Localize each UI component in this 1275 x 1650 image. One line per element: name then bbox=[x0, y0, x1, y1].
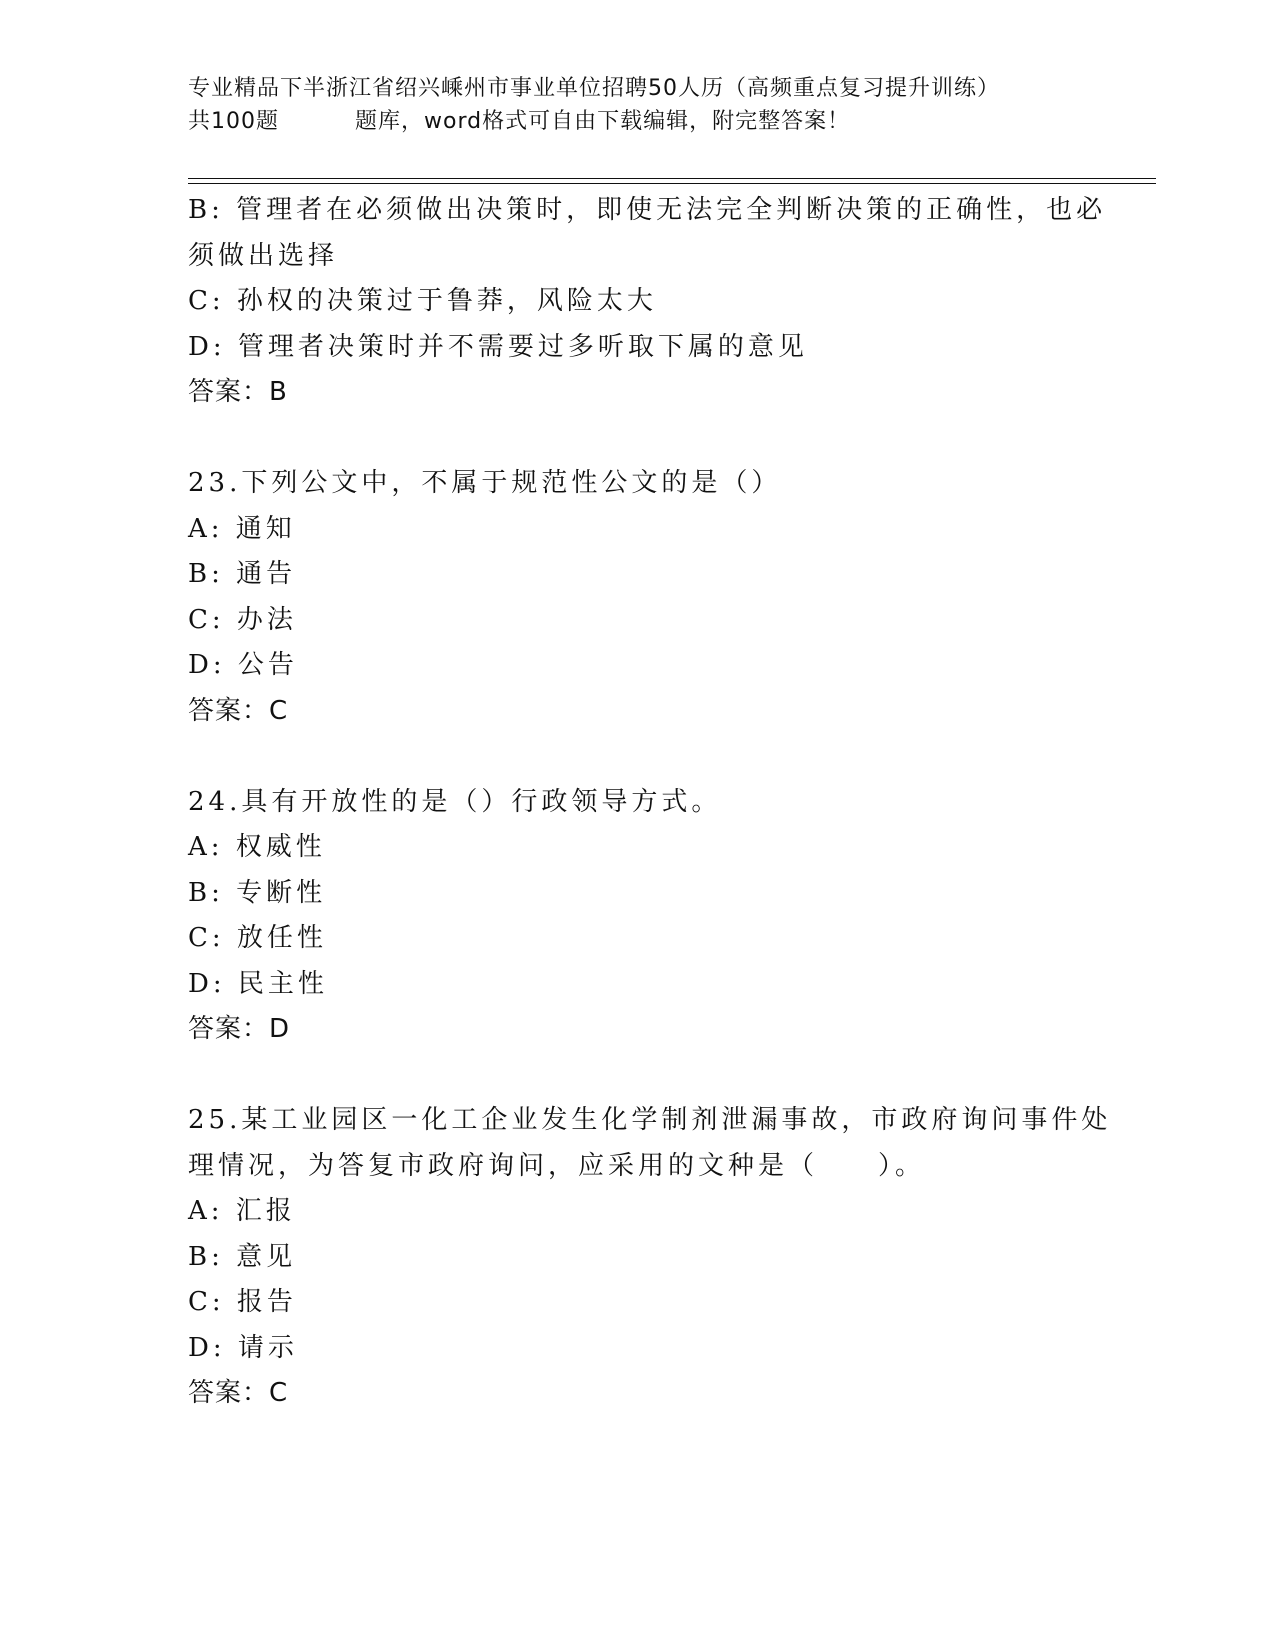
option-d: D: 民主性 bbox=[188, 968, 328, 999]
header-divider-top bbox=[188, 178, 1156, 179]
option-b-line-2: 须做出选择 bbox=[188, 240, 339, 271]
option-d: D: 管理者决策时并不需要过多听取下属的意见 bbox=[188, 331, 808, 362]
spacer bbox=[188, 1053, 1088, 1099]
question-list bbox=[188, 188, 1112, 1417]
option-a: A: 汇报 bbox=[188, 1196, 296, 1226]
option-d: D: 公告 bbox=[188, 650, 298, 680]
option-a: A: 权威性 bbox=[188, 832, 326, 862]
document-header bbox=[188, 72, 1148, 138]
option-b: B: 专断性 bbox=[188, 877, 327, 908]
question-text-line-1: 25.某工业园区一化工企业发生化学制剂泄漏事故，市政府询问事件处 bbox=[188, 1105, 1112, 1135]
option-c: C: 报告 bbox=[188, 1287, 297, 1317]
question-22-continued bbox=[188, 188, 1107, 416]
option-b: B: 通告 bbox=[188, 559, 297, 589]
option-d: D: 请示 bbox=[188, 1332, 298, 1363]
document-title-line-2 bbox=[188, 105, 1148, 138]
question-24 bbox=[188, 780, 1088, 1053]
question-text: 23.下列公文中，不属于规范性公文的是（） bbox=[188, 468, 782, 498]
question-count: 共100题 bbox=[188, 109, 279, 134]
question-25 bbox=[188, 1098, 1112, 1417]
option-c: C: 孙权的决策过于鲁莽，风险太大 bbox=[188, 286, 657, 316]
header-divider-bottom bbox=[188, 183, 1156, 184]
question-text: 24.具有开放性的是（）行政领导方式。 bbox=[188, 786, 722, 817]
document-subtitle: 题库，word格式可自由下载编辑，附完整答案！ bbox=[355, 109, 851, 134]
question-text-line-2: 理情况，为答复市政府询问，应采用的文种是（ ）。 bbox=[188, 1150, 926, 1181]
option-c: C: 办法 bbox=[188, 604, 297, 635]
option-c: C: 放任性 bbox=[188, 923, 327, 953]
question-23 bbox=[188, 461, 1088, 734]
spacer bbox=[188, 734, 1088, 780]
option-b-line-1: B: 管理者在必须做出决策时，即使无法完全判断决策的正确性，也必 bbox=[188, 195, 1107, 225]
document-title-line-1: 专业精品下半浙江省绍兴嵊州市事业单位招聘50人历（高频重点复习提升训练） bbox=[188, 76, 1000, 101]
answer: 答案：C bbox=[188, 1378, 289, 1408]
option-a: A: 通知 bbox=[188, 513, 296, 544]
answer: 答案：C bbox=[188, 695, 289, 726]
spacer bbox=[188, 416, 1088, 462]
answer: 答案：B bbox=[188, 377, 288, 407]
option-b: B: 意见 bbox=[188, 1241, 297, 1272]
answer: 答案：D bbox=[188, 1014, 291, 1044]
